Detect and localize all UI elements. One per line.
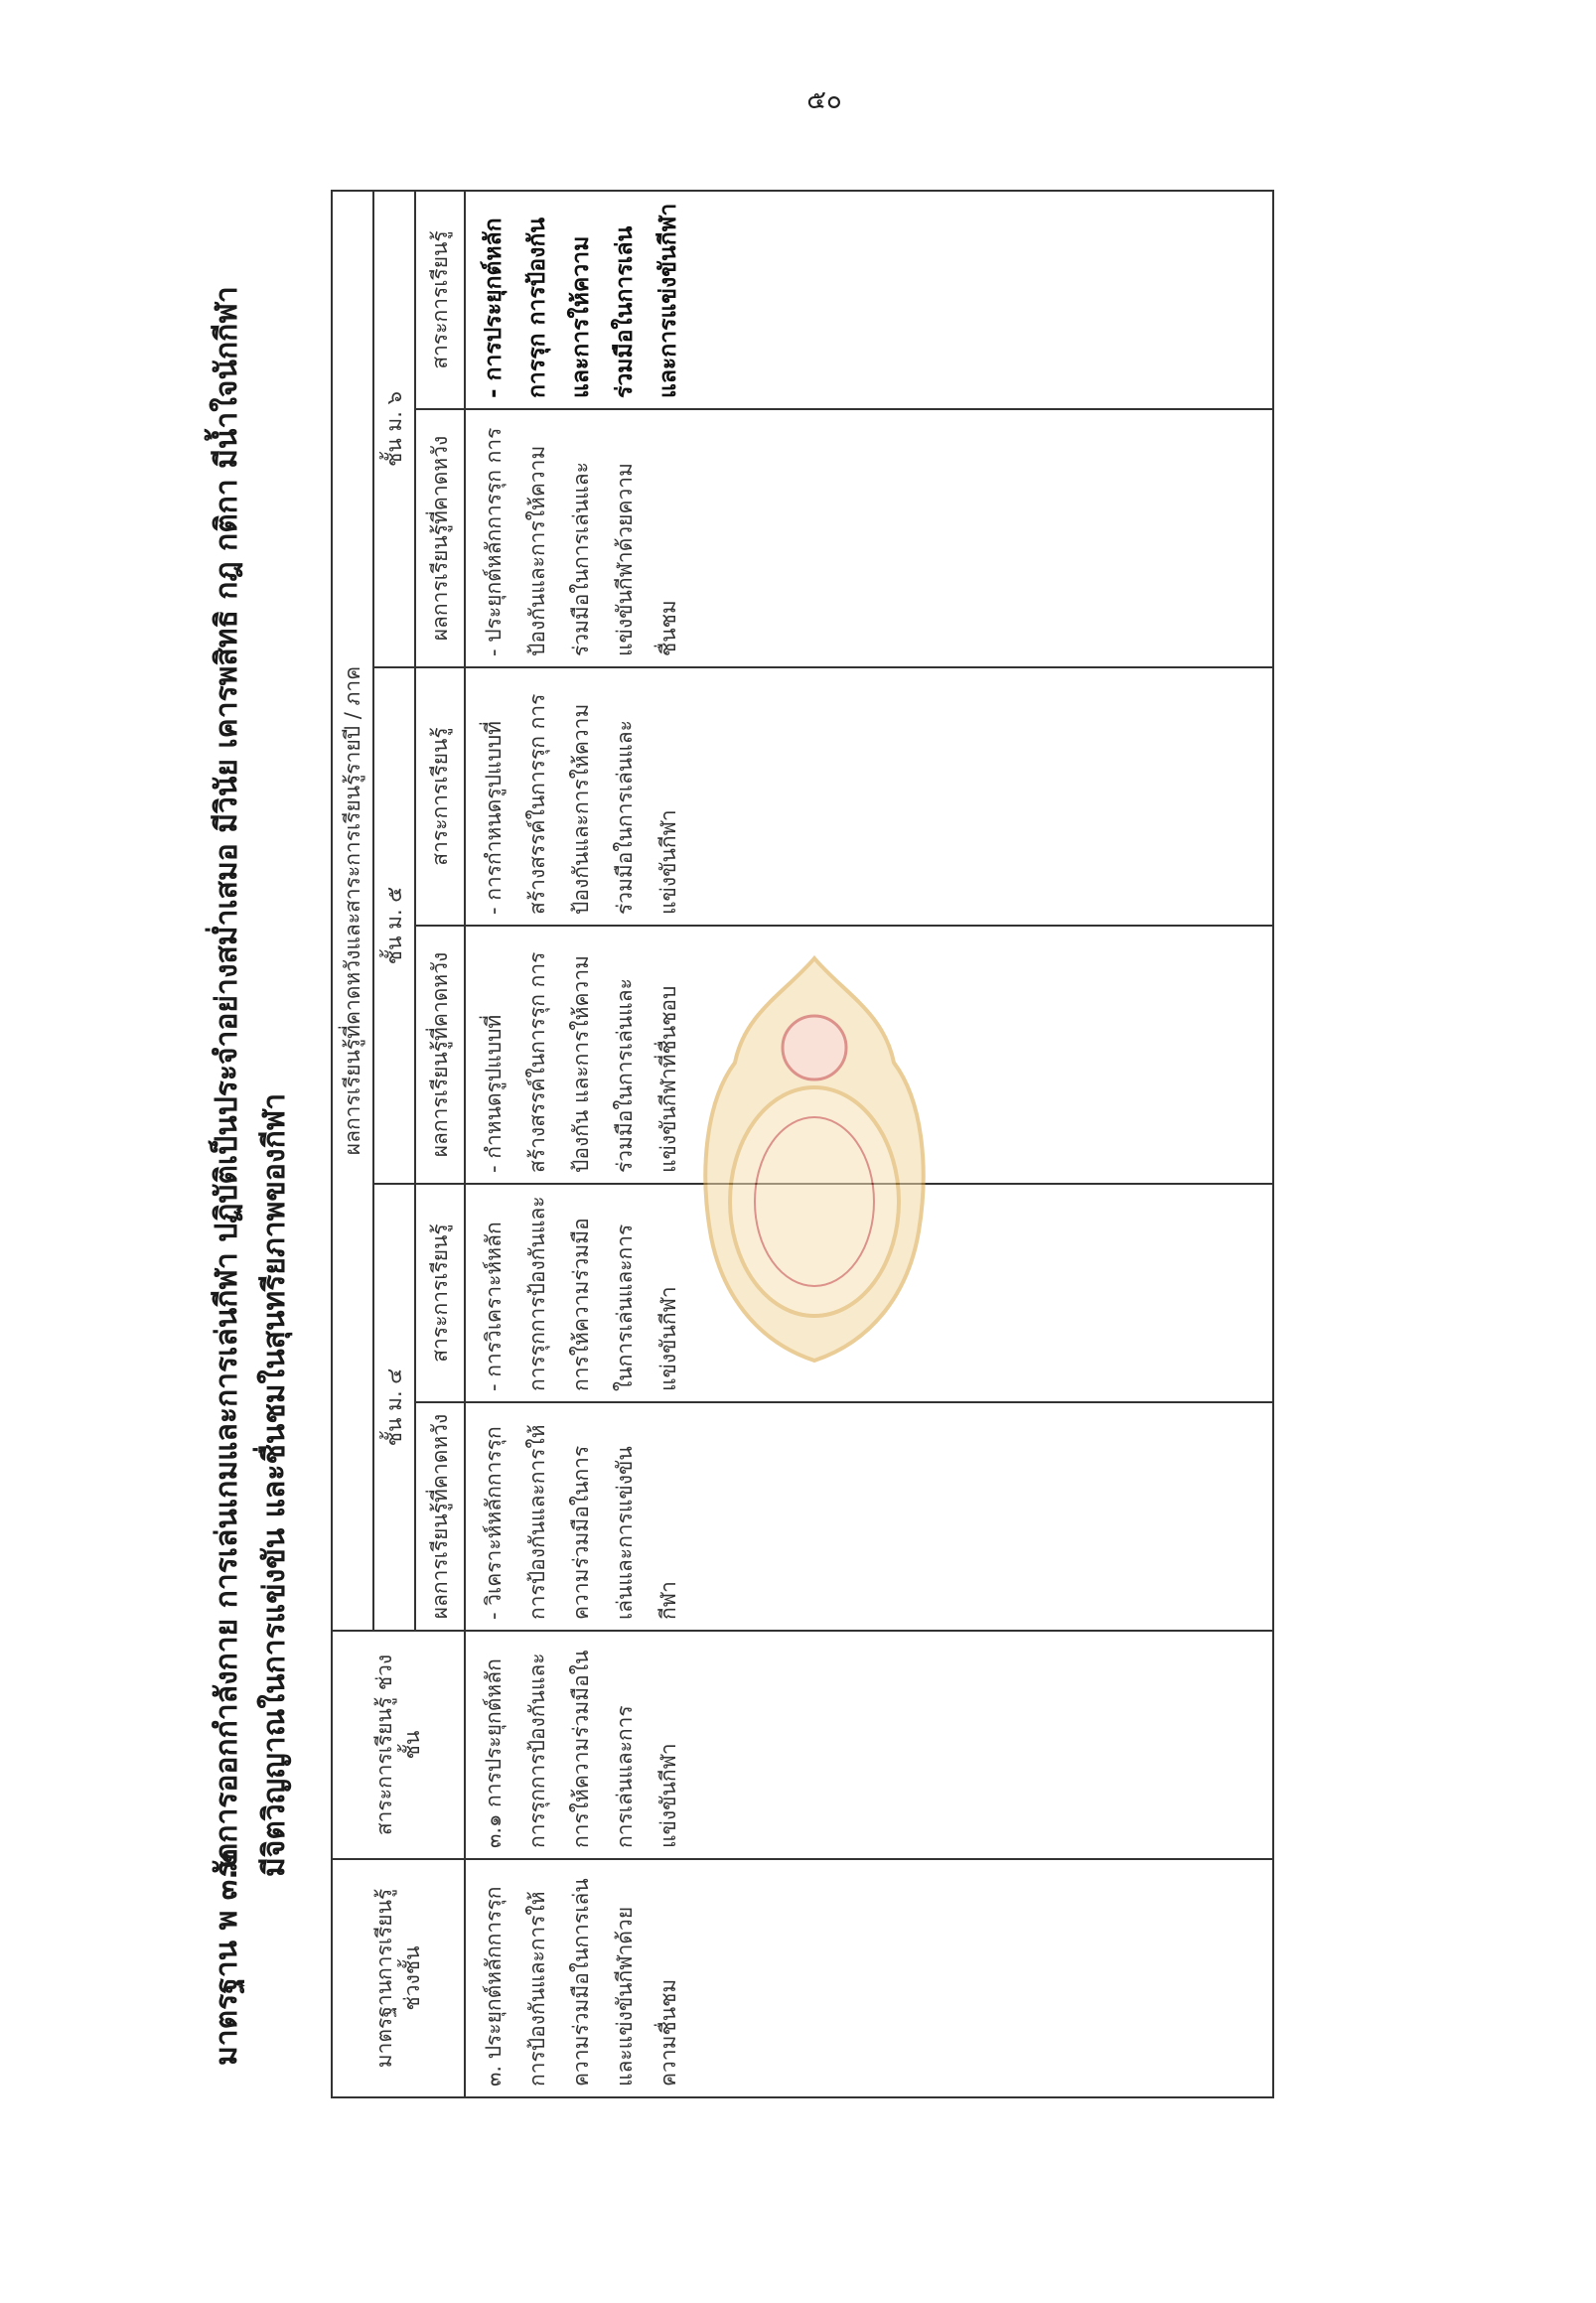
header-grade-m4: ชั้น ม. ๔ — [373, 1184, 415, 1631]
cell-m4-outcome: - วิเคราะห์หลักการรุกการป้องกันและการให้ความร่วมมือในการเล่นและการแข่งขันกีฬา — [465, 1402, 1273, 1631]
cell-m6-outcome: - ประยุกต์หลักการรุก การป้องกันและการให้ความร่วมมือในการเล่นและแข่งขันกีฬาด้วยความชื่นชม — [465, 409, 1273, 667]
header-content: สาระการเรียนรู้ ช่วงชั้น — [332, 1631, 465, 1859]
header-row-group — [332, 191, 373, 2097]
page-number: ๕๐ — [806, 85, 842, 115]
header-m5-outcome: ผลการเรียนรู้ที่คาดหวัง — [415, 926, 465, 1184]
curriculum-table — [331, 190, 1274, 2098]
header-group: ผลการเรียนรู้ที่คาดหวังและสาระการเรียนรู้รายปี / ภาค — [332, 191, 373, 1631]
header-m4-content: สาระการเรียนรู้ — [415, 1184, 465, 1402]
cell-m4-content: - การวิเคราะห์หลักการรุกการป้องกันและการให้ความร่วมมือในการเล่นและการแข่งขันกีฬา — [465, 1184, 1273, 1402]
cell-m5-content: - การกำหนดรูปแบบที่สร้างสรรค์ในการรุก การป้องกันและการให้ความร่วมมือในการเล่นและแข่งขันกีฬา — [465, 667, 1273, 926]
title-line-2: มีจิตวิญญาณในการแข่งขัน และชื่นชมในสุนทรียภาพของกีฬา — [257, 1092, 292, 1877]
header-m6-outcome: ผลการเรียนรู้ที่คาดหวัง — [415, 409, 465, 667]
header-grade-m5: ชั้น ม. ๕ — [373, 667, 415, 1184]
curriculum-table-wrapper — [331, 192, 1359, 2098]
header-m5-content: สาระการเรียนรู้ — [415, 667, 465, 926]
cell-m5-outcome: - กำหนดรูปแบบที่สร้างสรรค์ในการรุก การป้องกัน และการให้ความร่วมมือในการเล่นและแข่งขันกีฬาที่ชื่นชอบ — [465, 926, 1273, 1184]
standard-label: มาตรฐาน พ ๓.๒ — [210, 1848, 244, 2066]
header-standard: มาตรฐานการเรียนรู้ ช่วงชั้น — [332, 1859, 465, 2097]
title-line-1 — [204, 278, 251, 2066]
header-grade-m6: ชั้น ม. ๖ — [373, 191, 415, 667]
cell-standard: ๓. ประยุกต์หลักการรุก การป้องกันและการให้ความร่วมมือในการเล่นและแข่งขันกีฬาด้วยความชื่นชม — [465, 1859, 1273, 2097]
table-row — [465, 191, 1273, 2097]
title-text-1: รักการออกกำลังกาย การเล่นเกมและการเล่นกีฬา ปฏิบัติเป็นประจำอย่างสม่ำเสมอ มีวินัย เคารพสิทธิ กฎ กติกา มีน้ำใจนักกีฬา — [210, 286, 244, 1877]
header-m4-outcome: ผลการเรียนรู้ที่คาดหวัง — [415, 1402, 465, 1631]
cell-m6-content: - การประยุกต์หลักการรุก การป้องกันและการให้ความร่วมมือในการเล่นและการแข่งขันกีฬา — [465, 191, 1273, 409]
cell-content: ๓.๑ การประยุกต์หลักการรุกการป้องกันและการให้ความร่วมมือในการเล่นและการแข่งขันกีฬา — [465, 1631, 1273, 1859]
header-m6-content: สาระการเรียนรู้ — [415, 191, 465, 409]
